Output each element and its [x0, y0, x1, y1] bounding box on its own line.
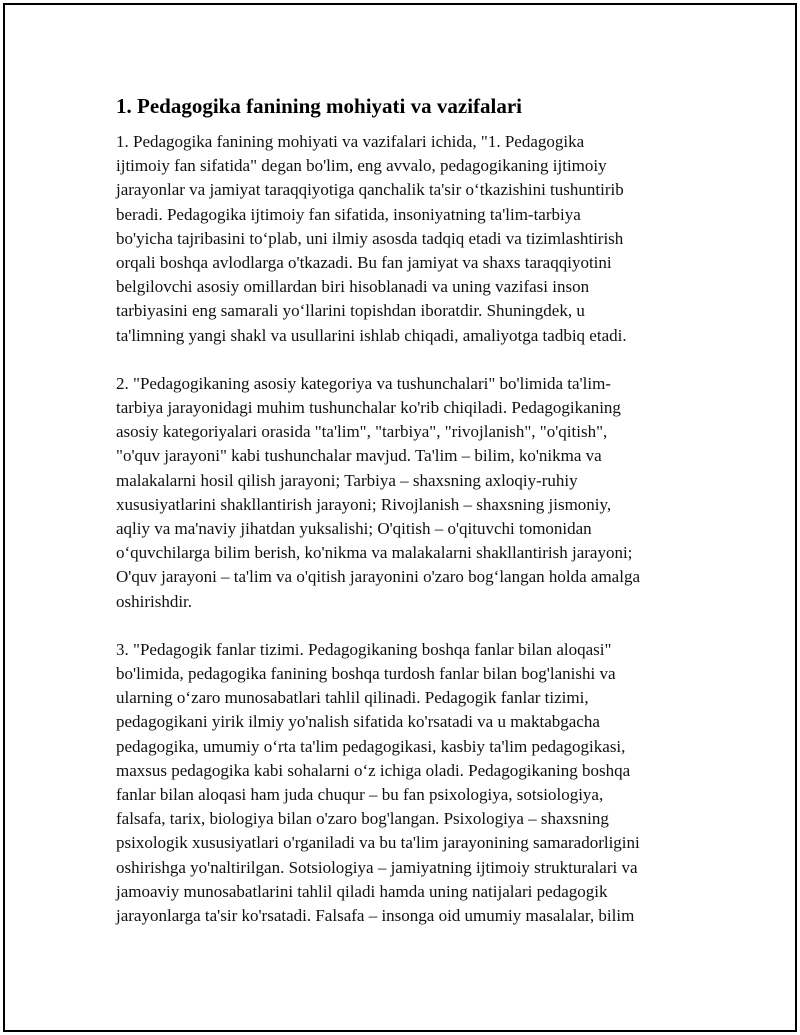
text-line: malakalarni hosil qilish jarayoni; Tarbiya – shaxsning axloqiy-ruhiy [116, 470, 578, 490]
text-line: bo'yicha tajribasini to‘plab, uni ilmiy asosda tadqiq etadi va tizimlashtirish [116, 228, 624, 248]
text-line: belgilovchi asosiy omillardan biri hisoblanadi va uning vazifasi inson [116, 277, 590, 297]
text-line: xususiyatlarini shakllantirish jarayoni; Rivojlanish – shaxsning jismoniy, [116, 494, 612, 514]
text-line: oshirishdir. [116, 591, 193, 611]
text-line: tarbiyasini eng samarali yo‘llarini topishdan iboratdir. Shuningdek, u [116, 301, 585, 321]
text-line: jamoaviy munosabatlarini tahlil qiladi hamda uning natijalari pedagogik [116, 881, 608, 901]
text-line: "o'quv jarayoni" kabi tushunchalar mavjud. Ta'lim – bilim, ko'nikma va [116, 446, 602, 466]
text-line: orqali boshqa avlodlarga o'tkazadi. Bu fan jamiyat va shaxs taraqqiyotini [116, 253, 612, 273]
document-body [116, 92, 686, 952]
text-line: jarayonlar va jamiyat taraqqiyotiga qanchalik ta'sir o‘tkazishini tushuntirib [116, 180, 624, 200]
text-line: 2. "Pedagogikaning asosiy kategoriya va tushunchalari" bo'limida ta'lim- [116, 373, 611, 393]
text-line: psixologik xususiyatlari o'rganiladi va bu ta'lim jarayonining samaradorligini [116, 833, 640, 853]
text-line: 3. "Pedagogik fanlar tizimi. Pedagogikaning boshqa fanlar bilan aloqasi" [116, 639, 612, 659]
section-heading: 1. Pedagogika fanining mohiyati va vazifalari [116, 94, 523, 118]
text-line: aqliy va ma'naviy jihatdan yuksalishi; O'qitish – o'qituvchi tomonidan [116, 519, 592, 539]
text-line: ularning o‘zaro munosabatlari tahlil qilinadi. Pedagogik fanlar tizimi, [116, 688, 589, 708]
text-line: maxsus pedagogika kabi sohalarni o‘z ichiga oladi. Pedagogikaning boshqa [116, 760, 631, 780]
text-line: bo'limida, pedagogika fanining boshqa turdosh fanlar bilan bog'lanishi va [116, 664, 616, 684]
paragraph-3 [116, 638, 686, 928]
text-line: O'quv jarayoni – ta'lim va o'qitish jarayonini o'zaro bog‘langan holda amalga [116, 567, 640, 587]
paragraph-2 [116, 372, 686, 614]
text-line: falsafa, tarix, biologiya bilan o'zaro bog'langan. Psixologiya – shaxsning [116, 809, 609, 829]
text-line: oshirishga yo'naltirilgan. Sotsiologiya – jamiyatning ijtimoiy strukturalari va [116, 857, 638, 877]
text-line: ijtimoiy fan sifatida" degan bo'lim, eng avvalo, pedagogikaning ijtimoiy [116, 156, 607, 176]
text-line: beradi. Pedagogika ijtimoiy fan sifatida, insoniyatning ta'lim-tarbiya [116, 204, 581, 224]
text-line: o‘quvchilarga bilim berish, ko'nikma va malakalarni shakllantirish jarayoni; [116, 543, 633, 563]
text-line: jarayonlarga ta'sir ko'rsatadi. Falsafa – insonga oid umumiy masalalar, bilim [116, 906, 635, 926]
text-line: 1. Pedagogika fanining mohiyati va vazifalari ichida, "1. Pedagogika [116, 132, 585, 151]
text-line: tarbiya jarayonidagi muhim tushunchalar ko'rib chiqiladi. Pedagogikaning [116, 398, 621, 418]
text-line: asosiy kategoriyalari orasida "ta'lim", "tarbiya", "rivojlanish", "o'qitish", [116, 422, 608, 442]
text-line: pedagogikani yirik ilmiy yo'nalish sifatida ko'rsatadi va u maktabgacha [116, 712, 600, 732]
paragraph-1 [116, 130, 686, 348]
text-line: ta'limning yangi shakl va usullarini ishlab chiqadi, amaliyotga tadbiq etadi. [116, 325, 627, 345]
text-line: pedagogika, umumiy o‘rta ta'lim pedagogikasi, kasbiy ta'lim pedagogikasi, [116, 736, 626, 756]
text-line: fanlar bilan aloqasi ham juda chuqur – bu fan psixologiya, sotsiologiya, [116, 785, 604, 805]
